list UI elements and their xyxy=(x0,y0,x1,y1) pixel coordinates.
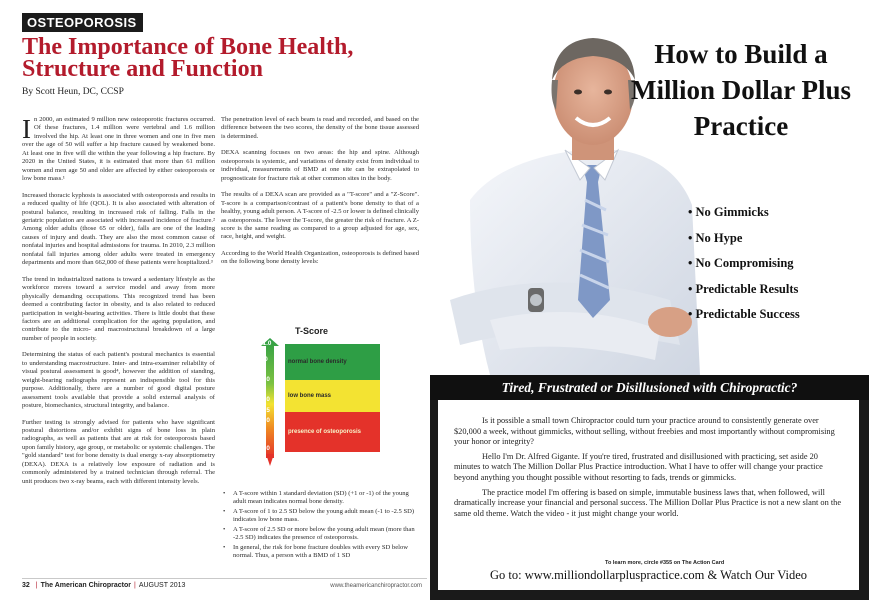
tscore-tick: 0.0 xyxy=(259,356,268,363)
paragraph: The results of a DEXA scan are provided as a "T-score" and a "Z-Score". T-score is a comparison/contrast of a patient's bone density to that of a healthy, young adult person. A T-score of -2.5 or lower is defined clinically as osteoporosis. The lower the T-score, the greater the risk of fracture. A Z-score is the same reading as compared to a group adjusted for age, sex, race, height, and weight. xyxy=(221,191,419,241)
page-number: 32 xyxy=(22,582,30,589)
paragraph: Further testing is strongly advised for patients who have significant postural distortions and/or exhibit signs of bone loss in plain radiographs, as well as patients that are at risk for osteoporosis based upon family history, age group, or metabolic or systemic challenges. The "gold standard" test for bone density is dual energy x-ray absorptiometry (DEXA). DEXA is a relatively low exposure of radiation and is commonly administered by a trained technician through referral. The unit produces two x-ray beams, each with different intensity levels. xyxy=(22,418,215,485)
tscore-tick: -3.0 xyxy=(259,417,270,424)
bullet-list xyxy=(223,490,419,562)
tscore-tick: -2.5 xyxy=(259,407,270,414)
article-column-2 xyxy=(221,116,419,275)
ad-paragraph: Hello I'm Dr. Alfred Gigante. If you're tired, frustrated and disillusioned with practicing, set aside 20 minutes to watch The Million Dollar Plus Practice introduction. What I have to offer will change your practice beyond anything you thought possible without resorting to fads, trends or gimmicks. xyxy=(454,451,823,482)
paragraph: Determining the status of each patient's postural mechanics is essential to understanding macrostructure. Inter- and intra-examiner reliability of visual postural assessment is good⁴, however the addition of standing, weight-bearing radiographs represent an indispensible tool for this purpose. Additionally, there are a number of good digital posture assessment tools available that provide a solid external analysis of posture, biomechanics, structural integrity, and balance. xyxy=(22,351,215,410)
tscore-chart xyxy=(247,326,387,466)
ad-paragraph: Is it possible a small town Chiropractor could turn your practice around to consistently generate over $20,000 a week, without gimmicks, without selling, without freebies and most importantly without compromising your honor or integrity? xyxy=(454,416,835,447)
tscore-title: T-Score xyxy=(295,326,329,336)
ad-copy xyxy=(454,416,846,523)
ad-photo xyxy=(430,0,869,375)
tscore-tick: +1.0 xyxy=(259,340,272,347)
paragraph: In 2000, an estimated 9 million new osteoporotic fractures occurred. Of these fractures, 1.4 million were vertebral and 1.6 million involved the hip. At least one in three women and one in five men over the age of 50 will suffer a hip fracture caused by weakened bone. At least one in five will die within the year following a hip fracture. By 2020 in the United States, it is estimated that more than 61 million women and men age 50 and older are affected by either osteoporosis or low bone mass.¹ xyxy=(22,114,215,183)
paragraph: Increased thoracic kyphosis is associated with osteoporosis and results in a reduced quality of life (QOL). It is also associated with alteration of postural balance, resulting in increased risk of falling. Falls in the geriatric population are associated with increased incidence of fracture.² Among older adults (those 65 or older), falls are one of the leading causes of injury and death. They are also the most common cause of nonfatal injuries and hospital admissions for trauma. In 2010, 2.3 million nonfatal fall injuries among older adults were treated in emergency departments and more than 662,000 of these patients were hospitalized.³ xyxy=(22,191,215,267)
tscore-tick: -1.0 xyxy=(259,376,270,383)
tscore-tick: -4.0 xyxy=(259,445,270,452)
ad-cta-link[interactable]: Go to: www.milliondollarpluspractice.com & Watch Our Video xyxy=(489,568,808,582)
footer-divider xyxy=(22,578,427,579)
ad-benefit-item: • Predictable Results xyxy=(688,281,799,296)
action-card-note: To learn more, circle #355 on The Action Card xyxy=(605,560,725,566)
paragraph: The trend in industrialized nations is toward a sedentary lifestyle as the workforce moves toward a service model and away from more physically demanding occupations. This recognized trend has been deemed a contributing factor in obesity, and is also related to reduced participation in weight-bearing activities. There is little doubt that these factors are an additional complication for the ageing population, and contribute to the micro- and macrostructural breakdown of a large number of people in society. xyxy=(22,275,215,342)
ad-paragraph: The practice model I'm offering is based on simple, immutable business laws that, when followed, will dramatically increase your financial and personal success. The Million Dollar Plus Practice is not a new slant on the same old theme. Watch the video - it just might change your world. xyxy=(454,487,842,518)
article-title: The Importance of Bone Health, Structure and Function xyxy=(22,34,354,82)
ad-body xyxy=(438,400,859,590)
ad-benefit-item: • No Hype xyxy=(688,230,743,245)
list-item: • A T-score of 1 to 2.5 SD below the young adult mean (-1 to -2.5 SD) indicates low bone mass. xyxy=(223,508,419,525)
section-tag: OSTEOPOROSIS xyxy=(22,13,143,32)
drop-cap: I xyxy=(22,114,31,144)
website-link[interactable]: www.theamericanchiropractor.com xyxy=(330,583,422,589)
band-normal: normal bone density xyxy=(285,344,380,380)
ad-benefit-item: • No Gimmicks xyxy=(688,205,769,219)
paragraph: The penetration level of each beam is read and recorded, and based on the difference between the two scores, the density of the bone tissue assessed is determined. xyxy=(221,116,419,140)
advertisement-page xyxy=(430,0,869,600)
article-page xyxy=(0,0,430,600)
issue-date: AUGUST 2013 xyxy=(138,582,186,589)
ad-headline: How to Build a Million Dollar Plus Practice xyxy=(630,39,852,141)
paragraph: DEXA scanning focuses on two areas: the hip and spine. Although osteoporosis is systemic, and variations of density exist from individual to individual, measurements of BMD at one site can be extrapolated to prognosticate for fracture risk at other common sites in the body. xyxy=(221,149,419,182)
byline: By Scott Heun, DC, CCSP xyxy=(22,87,124,97)
list-item: • A T-score within 1 standard deviation (SD) (+1 or -1) of the young adult mean indicates normal bone density. xyxy=(223,490,419,507)
list-item: • In general, the risk for bone fracture doubles with every SD below normal. Thus, a person with a BMD of 1 SD xyxy=(223,544,419,561)
ad-benefit-item: • Predictable Success xyxy=(688,307,800,321)
ad-banner: Tired, Frustrated or Disillusioned with Chiropractic? xyxy=(430,375,869,400)
list-item: • A T-score of 2.5 SD or more below the young adult mean (more than -2.5 SD) indicates the presence of osteoporosis. xyxy=(223,526,419,543)
ad-benefit-item: • No Compromising xyxy=(688,256,794,270)
ad-benefit-list xyxy=(688,205,800,333)
article-column-1 xyxy=(22,116,215,494)
folio: 32 | The American Chiropractor | AUGUST 2013 xyxy=(22,582,186,589)
band-osteoporosis: presence of osteoporosis xyxy=(285,412,380,452)
magazine-name: The American Chiropractor xyxy=(40,582,131,589)
tscore-tick: -2.0 xyxy=(259,396,270,403)
band-low: low bone mass xyxy=(285,380,380,412)
paragraph: According to the World Health Organization, osteoporosis is defined based on the following bone density levels: xyxy=(221,249,419,266)
